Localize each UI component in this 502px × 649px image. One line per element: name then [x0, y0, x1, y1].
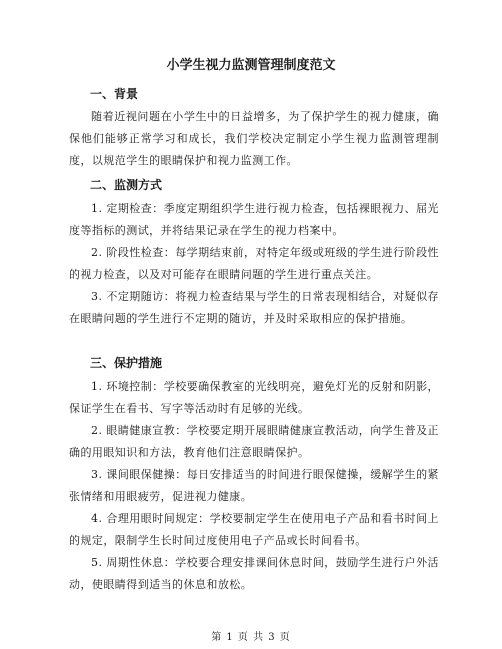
- paragraph-education: 2. 眼睛健康宣教：学校要定期开展眼睛健康宣教活动，向学生普及正确的用眼知识和方法，教育他们注意眼睛保护。: [69, 424, 439, 459]
- paragraph-environment: 1. 环境控制：学校要确保教室的光线明亮，避免灯光的反射和阴影，保证学生在看书、写字等活动时有足够的光线。: [69, 380, 439, 415]
- paragraph-followup: 3. 不定期随访：将视力检查结果与学生的日常表现相结合，对疑似存在眼睛问题的学生进行不定期的随访，并及时采取相应的保护措施。: [69, 290, 439, 325]
- section-heading-monitoring: 二、监测方式: [90, 178, 163, 192]
- page-number-footer: 第 1 页 共 3 页: [211, 632, 291, 643]
- paragraph-eye-exercise: 3. 课间眼保健操：每日安排适当的时间进行眼保健操，缓解学生的紧张情绪和用眼疲劳，促进视力健康。: [69, 468, 439, 503]
- paragraph-usage-time: 4. 合理用眼时间规定：学校要制定学生在使用电子产品和看书时间上的规定，限制学生长时间过度使用电子产品或长时间看书。: [69, 512, 439, 547]
- paragraph-stage-check: 2. 阶段性检查：每学期结束前，对特定年级或班级的学生进行阶段性的视力检查，以及对可能存在眼睛问题的学生进行重点关注。: [69, 246, 439, 281]
- paragraph-background: 随着近视问题在小学生中的日益增多，为了保护学生的视力健康，确保他们能够正常学习和成长，我们学校决定制定小学生视力监测管理制度，以规范学生的眼睛保护和视力监测工作。: [69, 110, 439, 167]
- document-title: 小学生视力监测管理制度范文: [166, 58, 336, 73]
- section-heading-background: 一、背景: [90, 87, 139, 101]
- paragraph-regular-check: 1. 定期检查：季度定期组织学生进行视力检查，包括裸眼视力、屈光度等指标的测试，并将结果记录在学生的视力档案中。: [69, 202, 439, 237]
- section-heading-protection: 三、保护措施: [90, 356, 163, 370]
- paragraph-rest: 5. 周期性休息：学校要合理安排课间休息时间，鼓励学生进行户外活动，使眼睛得到适当的休息和放松。: [69, 556, 439, 591]
